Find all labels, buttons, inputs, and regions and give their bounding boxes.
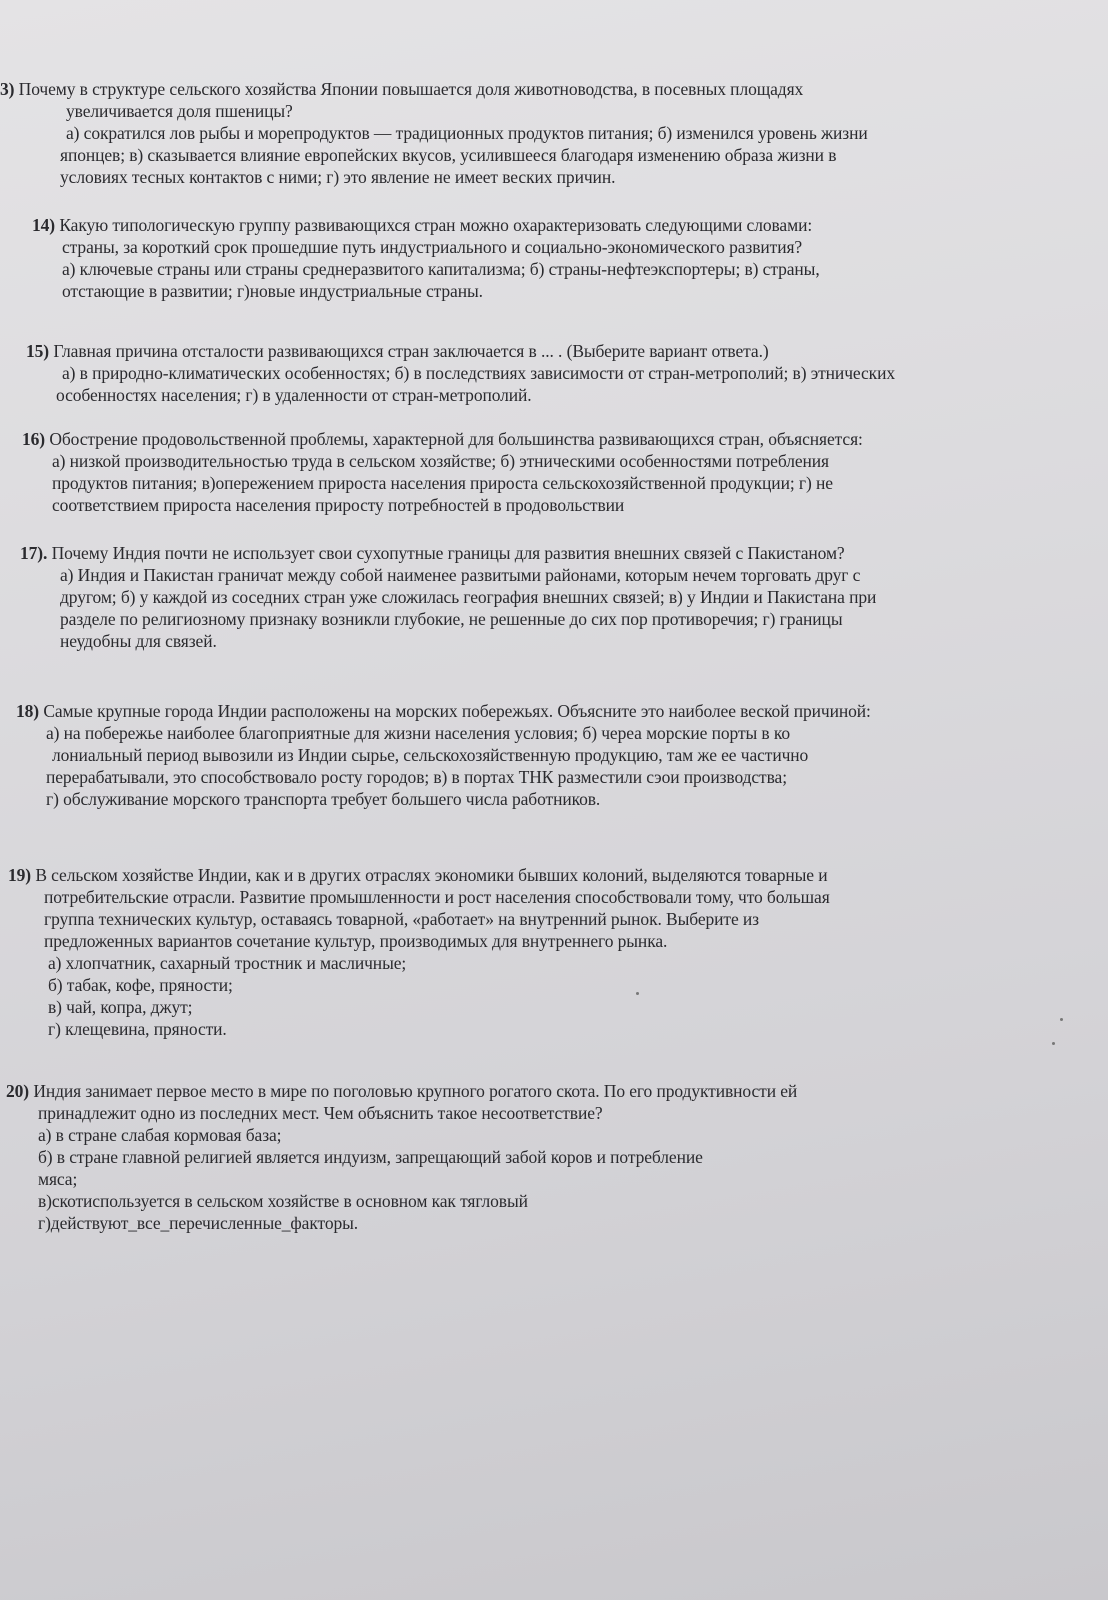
question-13 [0,78,868,188]
question-line: страны, за короткий срок прошедшие путь индустриального и социально-экономического развития? [62,237,803,257]
answer-line: а) в природно-климатических особенностях; б) в последствиях зависимости от стран-метрополий; в) этнических [62,363,895,383]
question-17 [20,542,876,652]
answer-line: в)скотиспользуется в сельском хозяйстве в основном как тягловый [38,1191,528,1211]
answer-line: б) табак, кофе, пряности; [48,975,233,995]
answer-line: перерабатывали, это способствовало росту городов; в) в портах ТНК разместили сэои производства; [46,767,787,787]
question-number: 14) [32,215,56,235]
answer-line: продуктов питания; в)опережением прироста населения прироста сельскохозяйственной продукции; г) не [52,473,833,493]
question-line: 18) Самые крупные города Индии расположены на морских побережьях. Объясните это наиболее веской причиной: [16,701,871,721]
answer-line: а) сократился лов рыбы и морепродуктов — традиционных продуктов питания; б) изменился уровень жизни [66,123,868,143]
question-19 [8,864,830,1040]
question-line: 16) Обострение продовольственной проблемы, характерной для большинства развивающихся стран, объясняется: [22,429,863,449]
answer-line: а) в стране слабая кормовая база; [38,1125,282,1145]
question-number: 15) [26,341,50,361]
question-line: 17). Почему Индия почти не использует свои сухопутные границы для развития внешних связей с Пакистаном? [20,543,845,563]
question-number: 16) [22,429,46,449]
question-number: 3) [0,79,15,99]
question-number: 19) [8,865,32,885]
answer-line: г) клещевина, пряности. [48,1019,227,1039]
answer-line: в) чай, копра, джут; [48,997,193,1017]
question-number: 17). [20,543,48,563]
answer-line: другом; б) у каждой из соседних стран уже сложилась география внешних связей; в) у Индии и Пакистана при [60,587,877,607]
question-line: 14) Какую типологическую группу развивающихся стран можно охарактеризовать следующими словами: [32,215,813,235]
answer-line: неудобны для связей. [60,631,217,651]
question-line: принадлежит одно из последних мест. Чем объяснить такое несоответствие? [38,1103,603,1123]
answer-line: условиях тесных контактов с ними; г) это явление не имеет веских причин. [60,167,616,187]
question-20 [6,1080,797,1234]
answer-line: б) в стране главной религией является индуизм, запрещающий забой коров и потребление [38,1147,703,1167]
question-line: потребительские отрасли. Развитие промышленности и рост населения способствовали тому, что большая [44,887,830,907]
question-line: группа технических культур, оставаясь товарной, «работает» на внутренний рынок. Выберите из [44,909,759,929]
paper-speck [1052,1042,1055,1045]
paper-speck [1060,1018,1063,1021]
answer-line: г)действуют_все_перечисленные_факторы. [38,1213,359,1233]
answer-line: отстающие в развитии; г)новые индустриальные страны. [62,281,483,301]
question-line: увеличивается доля пшеницы? [66,101,293,121]
question-line: 3) Почему в структуре сельского хозяйства Японии повышается доля животноводства, в посевных площадях [0,79,804,99]
question-14 [32,214,820,302]
answer-line: а) ключевые страны или страны среднеразвитого капитализма; б) страны-нефтеэкспортеры; в) страны, [62,259,820,279]
answer-line: разделе по религиозному признаку возникли глубокие, не решенные до сих пор противоречия; г) границы [60,609,843,629]
question-line: 20) Индия занимает первое место в мире по поголовью крупного рогатого скота. По его продуктивности ей [6,1081,798,1101]
answer-line: г) обслуживание морского транспорта требует большего числа работников. [46,789,601,809]
question-line: 15) Главная причина отсталости развивающихся стран заключается в ... . (Выберите вариант ответа.) [26,341,769,361]
answer-line: японцев; в) сказывается влияние европейских вкусов, усилившееся благодаря изменению образа жизни в [60,145,837,165]
question-number: 20) [6,1081,30,1101]
question-15 [26,340,895,406]
paper-speck [636,992,639,995]
answer-line: соответствием прироста населения приросту потребностей в продовольствии [52,495,625,515]
question-16 [22,428,863,516]
answer-line: мяса; [38,1169,78,1189]
question-line: 19) В сельском хозяйстве Индии, как и в других отраслях экономики бывших колоний, выделяются товарные и [8,865,828,885]
answer-line: а) низкой производительностью труда в сельском хозяйстве; б) этническими особенностями потребления [52,451,829,471]
question-number: 18) [16,701,40,721]
answer-line: особенностях населения; г) в удаленности от стран-метрополий. [56,385,532,405]
answer-line: а) на побережье наиболее благоприятные для жизни населения условия; б) череа морские порты в ко [46,723,791,743]
question-18 [16,700,871,810]
answer-line: лониальный период вывозили из Индии сырье, сельскохозяйственную продукцию, там же ее частично [52,745,809,765]
question-line: предложенных вариантов сочетание культур, производимых для внутреннего рынка. [44,931,668,951]
answer-line: а) Индия и Пакистан граничат между собой наименее развитыми районами, которым нечем торговать друг с [60,565,861,585]
answer-line: а) хлопчатник, сахарный тростник и масличные; [48,953,407,973]
